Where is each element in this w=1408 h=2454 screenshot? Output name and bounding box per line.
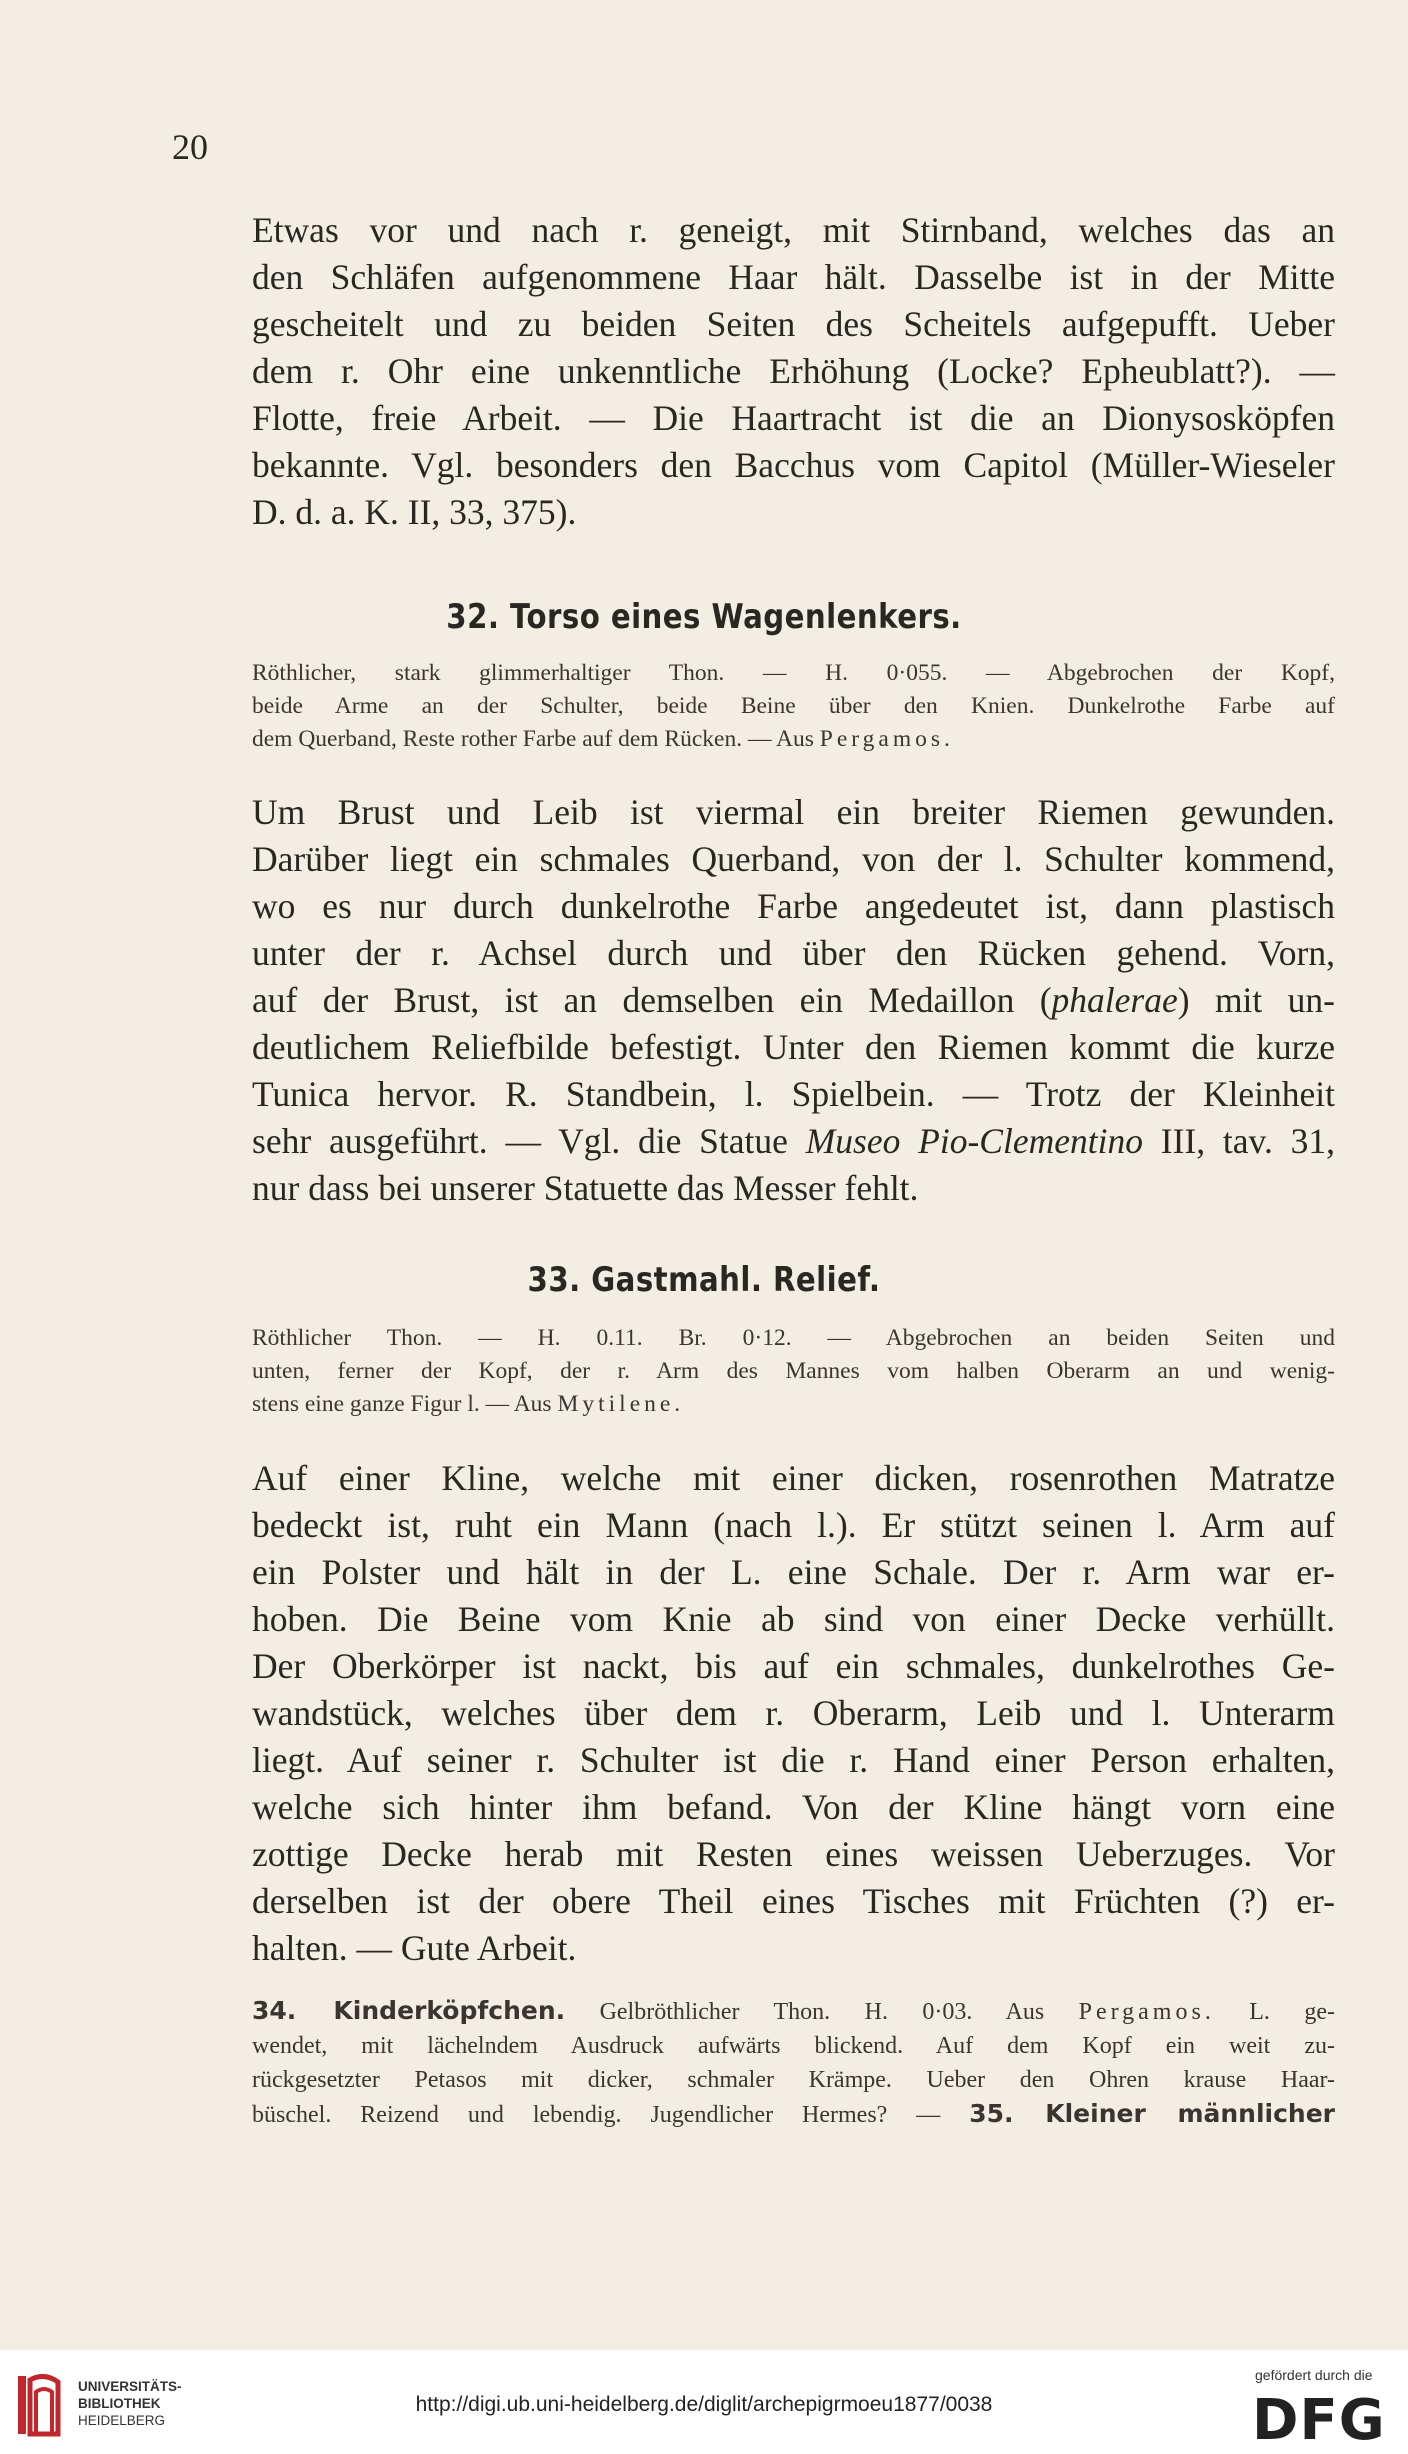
paragraph-intro <box>252 207 1335 536</box>
text-line: Röthlicher, stark glimmerhaltiger Thon. — H. 0·055. — Abgebrochen der Kopf, <box>252 660 1335 686</box>
text-line: deutlichem Reliefbilde befestigt. Unter den Riemen kommt die kurze <box>252 1027 1335 1067</box>
description-33 <box>252 1322 1335 1421</box>
library-name: UNIVERSITÄTS- BIBLIOTHEK HEIDELBERG <box>78 2379 182 2428</box>
text-line: beide Arme an der Schulter, beide Beine über den Knien. Dunkelrothe Farbe auf <box>252 693 1335 719</box>
entry-number: 34. Kinderköpfchen. <box>252 1996 566 2025</box>
text-line: halten. — Gute Arbeit. <box>252 1928 577 1968</box>
text-line: Flotte, freie Arbeit. — Die Haartracht ist die an Dionysosköpfen <box>252 398 1335 438</box>
dfg-logo: DFG <box>1252 2388 1386 2453</box>
text-line: 34. Kinderköpfchen. Gelbröthlicher Thon. H. 0·03. Aus Pergamos. L. ge- <box>252 1996 1335 2025</box>
description-32 <box>252 657 1335 756</box>
text-line: wendet, mit lächelndem Ausdruck aufwärts blickend. Auf dem Kopf ein weit zu- <box>252 2033 1335 2059</box>
text-line: Röthlicher Thon. — H. 0.11. Br. 0·12. — Abgebrochen an beiden Seiten und <box>252 1325 1335 1351</box>
text-line: bedeckt ist, ruht ein Mann (nach l.). Er stützt seinen l. Arm auf <box>252 1505 1335 1545</box>
text-line: auf der Brust, ist an demselben ein Medaillon (phalerae) mit un- <box>252 980 1335 1020</box>
funding-note: gefördert durch die <box>1255 2367 1373 2383</box>
source-url[interactable]: http://digi.ub.uni-heidelberg.de/diglit/archepigrmoeu1877/0038 <box>415 2393 993 2416</box>
text-line: wandstück, welches über dem r. Oberarm, Leib und l. Unterarm <box>252 1693 1335 1733</box>
text-line: sehr ausgeführt. — Vgl. die Statue Museo Pio-Clementino III, tav. 31, <box>252 1121 1335 1161</box>
text-line: dem r. Ohr eine unkenntliche Erhöhung (Locke? Epheublatt?). — <box>252 351 1335 391</box>
text-line: ein Polster und hält in der L. eine Schale. Der r. Arm war er- <box>252 1552 1335 1592</box>
text-line: Der Oberkörper ist nackt, bis auf ein schmales, dunkelrothes Ge- <box>252 1646 1335 1686</box>
text-line: Etwas vor und nach r. geneigt, mit Stirnband, welches das an <box>252 210 1335 250</box>
text-line: Auf einer Kline, welche mit einer dicken, rosenrothen Matratze <box>252 1458 1335 1498</box>
heading-32: 32. Torso eines Wagenlenkers. <box>446 597 962 637</box>
text-line: stens eine ganze Figur l. — Aus Mytilene. <box>252 1391 685 1417</box>
text-line: gescheitelt und zu beiden Seiten des Scheitels aufgepufft. Ueber <box>252 304 1335 344</box>
text-line: zottige Decke herab mit Resten eines weissen Ueberzuges. Vor <box>252 1834 1335 1874</box>
place-name: Pergamos. <box>1078 1999 1215 2025</box>
text-line: hoben. Die Beine vom Knie ab sind von einer Decke verhüllt. <box>252 1599 1335 1639</box>
text-line: derselben ist der obere Theil eines Tisches mit Früchten (?) er- <box>252 1881 1335 1921</box>
text-line: liegt. Auf seiner r. Schulter ist die r. Hand einer Person erhalten, <box>252 1740 1335 1780</box>
entry-number: 35. Kleiner männlicher <box>969 2099 1335 2128</box>
text-line: unten, ferner der Kopf, der r. Arm des Mannes vom halben Oberarm an und wenig- <box>252 1358 1335 1384</box>
place-name: Pergamos. <box>819 726 954 752</box>
text-line: wo es nur durch dunkelrothe Farbe angedeutet ist, dann plastisch <box>252 886 1335 926</box>
paragraph-33 <box>252 1455 1335 1972</box>
text-line: Um Brust und Leib ist viermal ein breiter Riemen gewunden. <box>252 792 1335 832</box>
text-line: D. d. a. K. II, 33, 375). <box>252 492 577 532</box>
text-line: Darüber liegt ein schmales Querband, von der l. Schulter kommend, <box>252 839 1335 879</box>
text-line: dem Querband, Reste rother Farbe auf dem Rücken. — Aus Pergamos. <box>252 726 954 752</box>
text-line: büschel. Reizend und lebendig. Jugendlicher Hermes? — 35. Kleiner männlicher <box>252 2099 1335 2128</box>
text-line: unter der r. Achsel durch und über den Rücken gehend. Vorn, <box>252 933 1335 973</box>
text-line: nur dass bei unserer Statuette das Messer fehlt. <box>252 1168 919 1208</box>
text-line: bekannte. Vgl. besonders den Bacchus vom Capitol (Müller-Wieseler <box>252 445 1335 485</box>
page-number: 20 <box>172 127 208 167</box>
text-line: rückgesetzter Petasos mit dicker, schmaler Krämpe. Ueber den Ohren krause Haar- <box>252 2067 1335 2093</box>
text-line: den Schläfen aufgenommene Haar hält. Dasselbe ist in der Mitte <box>252 257 1335 297</box>
heading-33: 33. Gastmahl. Relief. <box>527 1260 881 1300</box>
text-line: welche sich hinter ihm befand. Von der Kline hängt vorn eine <box>252 1787 1335 1827</box>
place-name: Mytilene. <box>557 1391 685 1417</box>
text-line: Tunica hervor. R. Standbein, l. Spielbein. — Trotz der Kleinheit <box>252 1074 1335 1114</box>
paragraph-32 <box>252 789 1335 1212</box>
description-34 <box>252 1994 1335 2132</box>
